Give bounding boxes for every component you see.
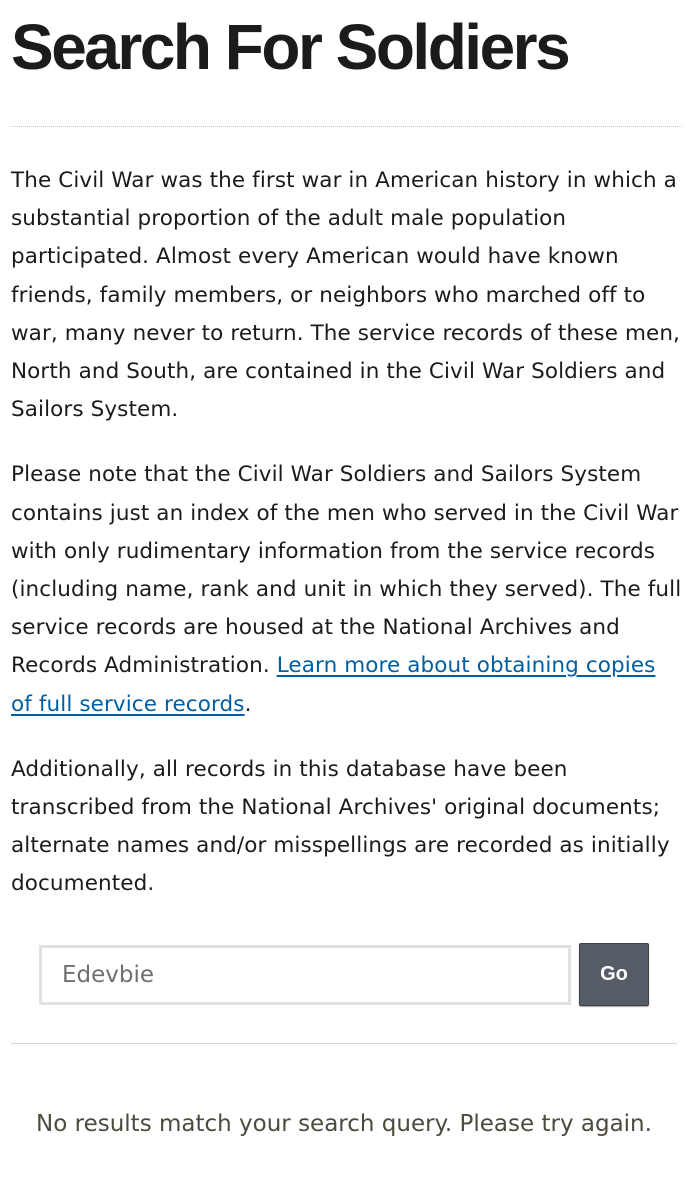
records-note-text: Please note that the Civil War Soldiers and Sailors System contains just an index of the men who served in the Civil War with only rudimentary information from the service records (including name, rank and unit in which they served). The full service records are housed at the National Archives and Records Administration.	[11, 462, 682, 679]
title-divider	[11, 126, 682, 127]
learn-more-link[interactable]: Learn more about obtaining copies of full service records	[11, 653, 656, 717]
search-input[interactable]	[39, 945, 571, 1005]
go-button[interactable]: Go	[579, 943, 649, 1006]
records-note-paragraph	[11, 456, 682, 723]
results-divider	[11, 1043, 677, 1044]
transcription-paragraph: Additionally, all records in this database have been transcribed from the National Archives' original documents; alternate names and/or misspellings are recorded as initially documented.	[11, 756, 670, 897]
records-note-end: .	[244, 691, 252, 717]
search-form	[39, 943, 651, 1007]
intro-paragraph: The Civil War was the first war in American history in which a substantial proportion of the adult male population participated. Almost every American would have known friends, family members, or neighbors who marched off to war, many never to return. The service records of these men, North and South, are contained in the Civil War Soldiers and Sailors System.	[11, 168, 680, 423]
no-results-message: No results match your search query. Please try again.	[36, 1111, 652, 1137]
page-title: Search For Soldiers	[11, 11, 569, 83]
